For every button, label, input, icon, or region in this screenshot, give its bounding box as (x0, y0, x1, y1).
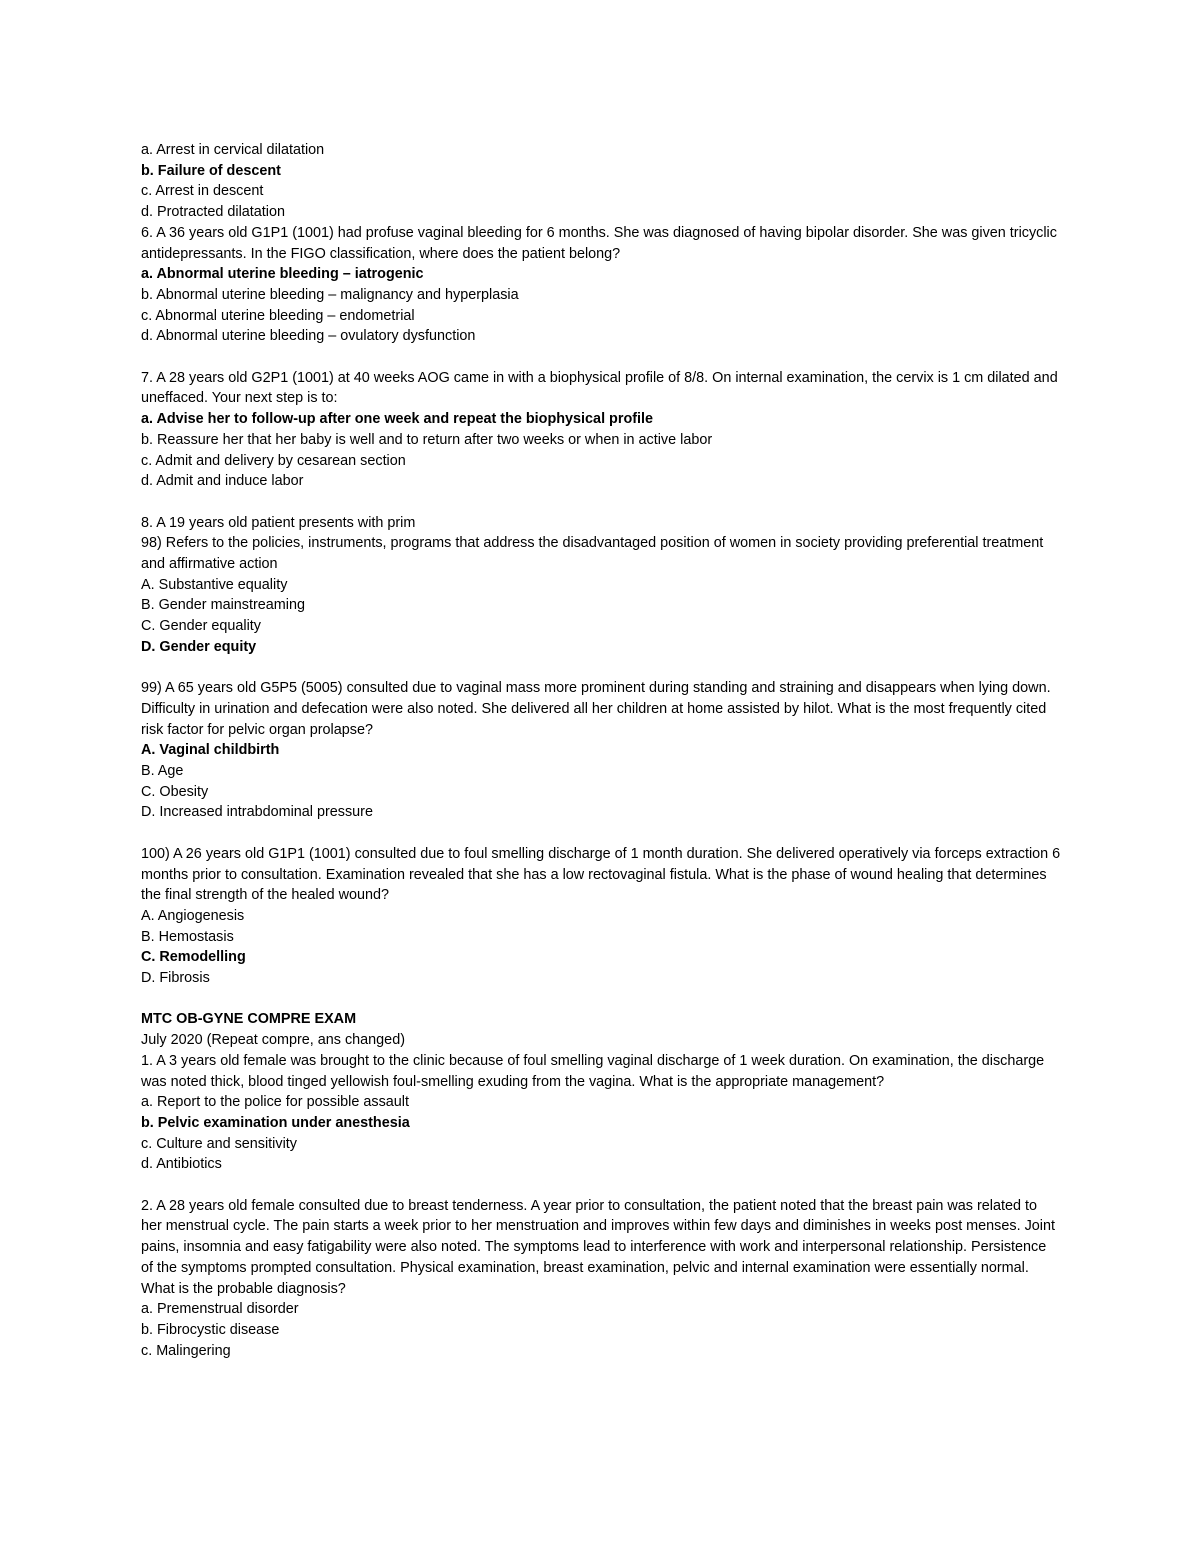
option-d: D. Fibrosis (141, 970, 210, 987)
option-c: C. Gender equality (141, 618, 261, 635)
option-d: d. Admit and induce labor (141, 473, 304, 490)
option-a-answer: A. Vaginal childbirth (141, 742, 280, 759)
q5-options (141, 140, 1061, 223)
question-98 (141, 533, 1061, 657)
option-a: A. Substantive equality (141, 576, 288, 593)
option-c-answer: C. Remodelling (141, 949, 246, 966)
exam-title: MTC OB-GYNE COMPRE EXAM (141, 1011, 357, 1028)
option-b: B. Gender mainstreaming (141, 597, 305, 614)
question-99 (141, 678, 1061, 823)
exam-question-1 (141, 1051, 1061, 1175)
question-stem: 100) A 26 years old G1P1 (1001) consulted due to foul smelling discharge of 1 month duration. She delivered operatively via forceps extraction 6 months prior to consultation. Examination revealed that she has a low rectovaginal fistula. What is the phase of wound healing that determines the final strength of the healed wound? (141, 845, 1061, 904)
option-b-answer: b. Pelvic examination under anesthesia (141, 1114, 410, 1131)
exam-question-2 (141, 1196, 1061, 1362)
question-stem: 1. A 3 years old female was brought to the clinic because of foul smelling vaginal discharge of 1 week duration. On examination, the discharge was noted thick, blood tinged yellowish foul-smelling exuding from the vagina. What is the appropriate management? (141, 1052, 1045, 1090)
option-a: a. Arrest in cervical dilatation (141, 142, 325, 158)
option-d: d. Abnormal uterine bleeding – ovulatory dysfunction (141, 328, 476, 345)
option-b: b. Abnormal uterine bleeding – malignancy and hyperplasia (141, 286, 519, 303)
option-c: C. Obesity (141, 783, 209, 800)
question-stem: 99) A 65 years old G5P5 (5005) consulted due to vaginal mass more prominent during standing and straining and disappears when lying down. Difficulty in urination and defecation were also noted. She delivered all her children at home assisted by hilot. What is the most frequently cited risk factor for pelvic organ prolapse? (141, 680, 1051, 738)
option-c: c. Abnormal uterine bleeding – endometrial (141, 307, 415, 324)
option-c: c. Arrest in descent (141, 183, 264, 200)
option-b: B. Age (141, 763, 184, 780)
option-d: d. Antibiotics (141, 1156, 222, 1173)
question-stem: 8. A 19 years old patient presents with prim (141, 514, 416, 531)
option-b-answer: b. Failure of descent (141, 162, 281, 179)
option-a-answer: a. Abnormal uterine bleeding – iatrogenic (141, 266, 424, 283)
question-stem: 7. A 28 years old G2P1 (1001) at 40 weeks AOG came in with a biophysical profile of 8/8. On internal examination, the cervix is 1 cm dilated and uneffaced. Your next step is to: (141, 369, 1058, 407)
question-stem: 6. A 36 years old G1P1 (1001) had profuse vaginal bleeding for 6 months. She was diagnosed of having bipolar disorder. She was given tricyclic antidepressants. In the FIGO classification, where does the patient belong? (141, 224, 1057, 262)
question-100 (141, 844, 1061, 989)
option-d: D. Increased intrabdominal pressure (141, 804, 373, 821)
exam-subtitle: July 2020 (Repeat compre, ans changed) (141, 1032, 405, 1049)
question-stem: 98) Refers to the policies, instruments, programs that address the disadvantaged position of women in society providing preferential treatment and affirmative action (141, 535, 1044, 573)
option-b: B. Hemostasis (141, 928, 234, 945)
option-a: a. Premenstrual disorder (141, 1301, 299, 1318)
option-d: d. Protracted dilatation (141, 204, 285, 221)
option-c: c. Malingering (141, 1342, 231, 1359)
question-7 (141, 368, 1061, 492)
question-8 (141, 513, 1061, 534)
option-b: b. Reassure her that her baby is well and to return after two weeks or when in active labor (141, 431, 713, 448)
option-c: c. Culture and sensitivity (141, 1135, 297, 1152)
question-6 (141, 223, 1061, 347)
option-a: A. Angiogenesis (141, 907, 245, 924)
option-c: c. Admit and delivery by cesarean section (141, 452, 406, 469)
option-d-answer: D. Gender equity (141, 638, 257, 655)
option-a: a. Report to the police for possible assault (141, 1094, 409, 1111)
option-b: b. Fibrocystic disease (141, 1321, 280, 1338)
option-a-answer: a. Advise her to follow-up after one week and repeat the biophysical profile (141, 411, 654, 428)
document-page (141, 140, 1061, 1361)
question-stem: 2. A 28 years old female consulted due to breast tenderness. A year prior to consultation, the patient noted that the breast pain was related to her menstrual cycle. The pain starts a week prior to her menstruation and improves within few days and diminishes in weeks post menses. Joint pains, insomnia and easy fatigability were also noted. The symptoms lead to interference with work and interpersonal relationship. Persistence of the symptoms prompted consultation. Physical examination, breast examination, pelvic and internal examination were essentially normal. What is the probable diagnosis? (141, 1197, 1055, 1297)
